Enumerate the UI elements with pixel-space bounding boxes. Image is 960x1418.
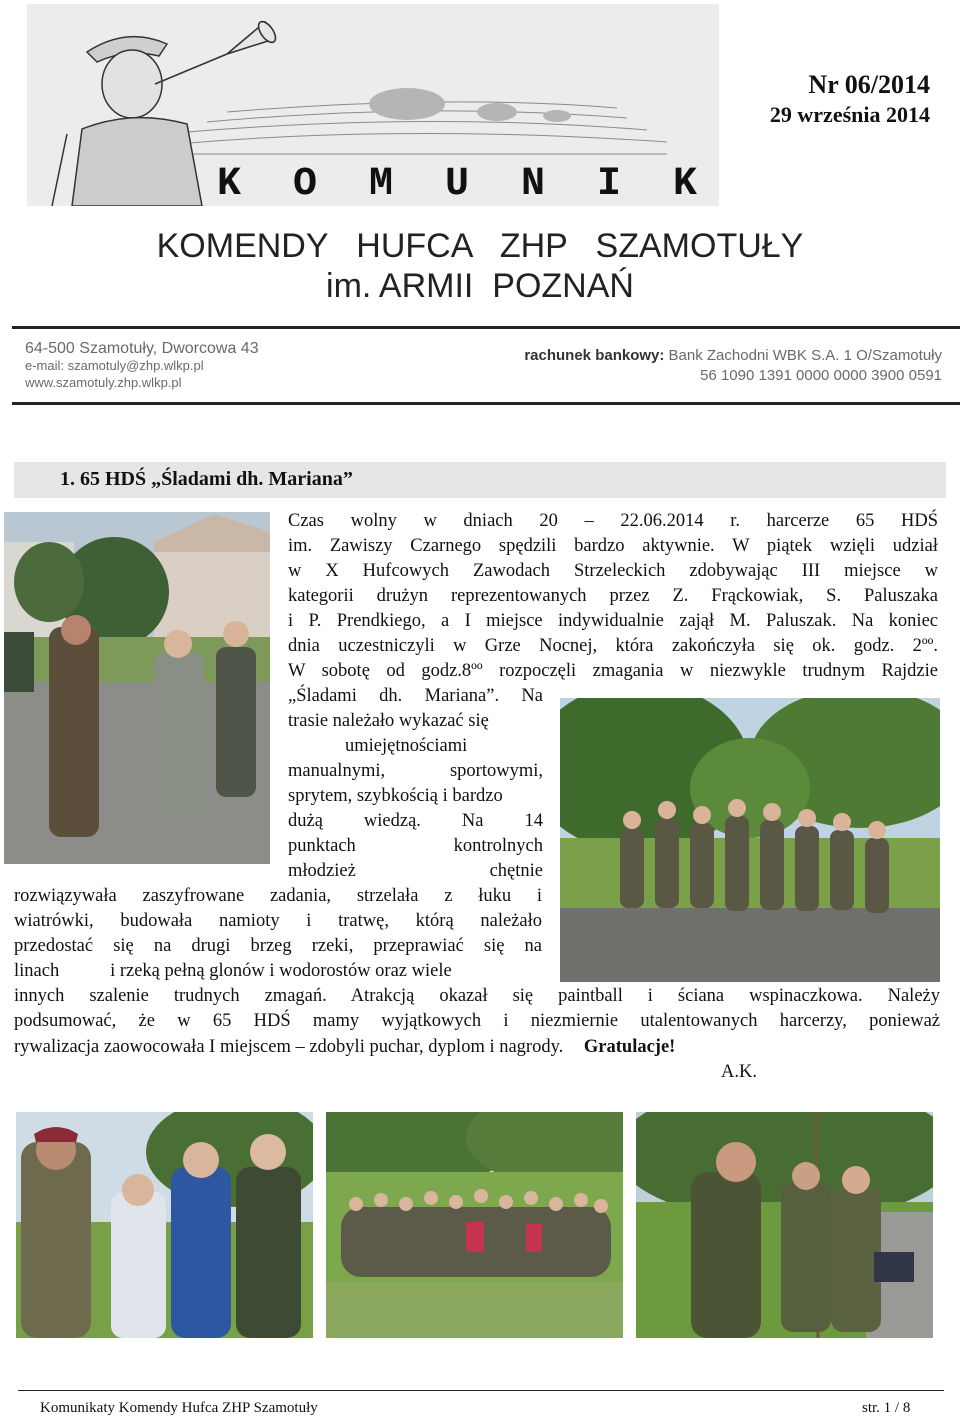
- article-line: im. Zawiszy Czarnego spędzili bardzo aktywnie. W piątek wzięli udział: [288, 536, 938, 556]
- article-line: wiatrówki, budowała namioty i tratwę, którą należało: [14, 911, 542, 931]
- section-header: [14, 462, 946, 498]
- article-line: dnia uczestniczyli w Grze Nocnej, która zakończyła się ok. godz. 2ºº.: [288, 636, 938, 656]
- article-line: W sobotę od godz.8ºº rozpoczęli zmagania w niezwykle trudnym Rajdzie: [288, 661, 938, 681]
- masthead-banner: [27, 4, 719, 206]
- article-line-text: rywalizacja zaowocowała I miejscem – zdobyli puchar, dyplom i nagrody.: [14, 1037, 564, 1057]
- contact-block: [25, 340, 259, 391]
- article-line: w X Hufcowych Zawodach Strzeleckich zdobywając III miejsce w: [288, 561, 938, 581]
- photo-group-park: [560, 698, 940, 982]
- bank-label: rachunek bankowy:: [524, 347, 665, 364]
- issue-info: [725, 70, 930, 128]
- article-line: podsumować, że w 65 HDŚ mamy wyjątkowych i niezmiernie utalentowanych harcerzy, ponieważ: [14, 1011, 940, 1031]
- address: 64-500 Szamotuły, Dworcowa 43: [25, 340, 259, 357]
- article-line: innych szalenie trudnych zmagań. Atrakcją okazał się paintball i ściana wspinaczkowa. Należy: [14, 986, 940, 1006]
- organization-title-line2: im. ARMII POZNAŃ: [326, 267, 634, 305]
- article-line: „Śladami dh. Mariana”. Na: [288, 686, 543, 706]
- divider-bottom: [12, 402, 960, 405]
- footer-divider: [18, 1390, 944, 1391]
- article-line: [14, 1035, 675, 1061]
- article-line: linach i rzeką pełną glonów i wodorostów oraz wiele: [14, 961, 452, 981]
- photo-medal-ceremony: [16, 1112, 313, 1338]
- bank-name: Bank Zachodni WBK S.A. 1 O/Szamotuły: [664, 347, 942, 364]
- article-line: Czas wolny w dniach 20 – 22.06.2014 r. harcerze 65 HDŚ: [288, 511, 938, 531]
- section-title: 1. 65 HDŚ „Śladami dh. Mariana”: [60, 468, 353, 490]
- issue-date: 29 września 2014: [769, 102, 930, 127]
- article-line: punktach kontrolnych: [288, 836, 543, 856]
- article-line: rozwiązywała zaszyfrowane zadania, strzelała z łuku i: [14, 886, 542, 906]
- photo-scouts-outdoors: [636, 1112, 933, 1338]
- article-line: sprytem, szybkością i bardzo: [288, 786, 503, 806]
- article-line: umiejętnościami: [345, 736, 468, 756]
- organization-title-line1: KOMENDY HUFCA ZHP SZAMOTUŁY: [156, 227, 804, 265]
- article-line: trasie należało wykazać się: [288, 711, 489, 731]
- bank-block: [480, 346, 942, 386]
- photo-award-ceremony: [4, 512, 270, 864]
- website: www.szamotuly.zhp.wlkp.pl: [25, 375, 182, 390]
- page-number: str. 1 / 8: [862, 1400, 911, 1416]
- bank-account: 56 1090 1391 0000 0000 3900 0591: [700, 367, 942, 384]
- footer-title: Komunikaty Komendy Hufca ZHP Szamotuły: [40, 1400, 318, 1416]
- article-line: dużą wiedzą. Na 14: [288, 811, 543, 831]
- article-line: i P. Prendkiego, a I miejsce indywidualnie zajął M. Paluszak. Na koniec: [288, 611, 938, 631]
- congratulations: Gratulacje!: [583, 1037, 676, 1057]
- article-line: młodzież chętnie: [288, 861, 543, 881]
- article-line: przedostać się na drugi brzeg rzeki, przeprawiać się na: [14, 936, 542, 956]
- article-line: kategorii drużyn reprezentowanych przez Z. Frąckowiak, S. Paluszaka: [288, 586, 938, 606]
- issue-number: Nr 06/2014: [808, 70, 930, 99]
- organization-title: [0, 226, 960, 306]
- masthead-title: K O M U N I K: [217, 162, 712, 206]
- article-line: manualnymi, sportowymi,: [288, 761, 543, 781]
- signature: A.K.: [721, 1062, 757, 1082]
- photo-large-group: [326, 1112, 623, 1338]
- email: e-mail: szamotuly@zhp.wlkp.pl: [25, 358, 204, 373]
- divider-top: [12, 326, 960, 329]
